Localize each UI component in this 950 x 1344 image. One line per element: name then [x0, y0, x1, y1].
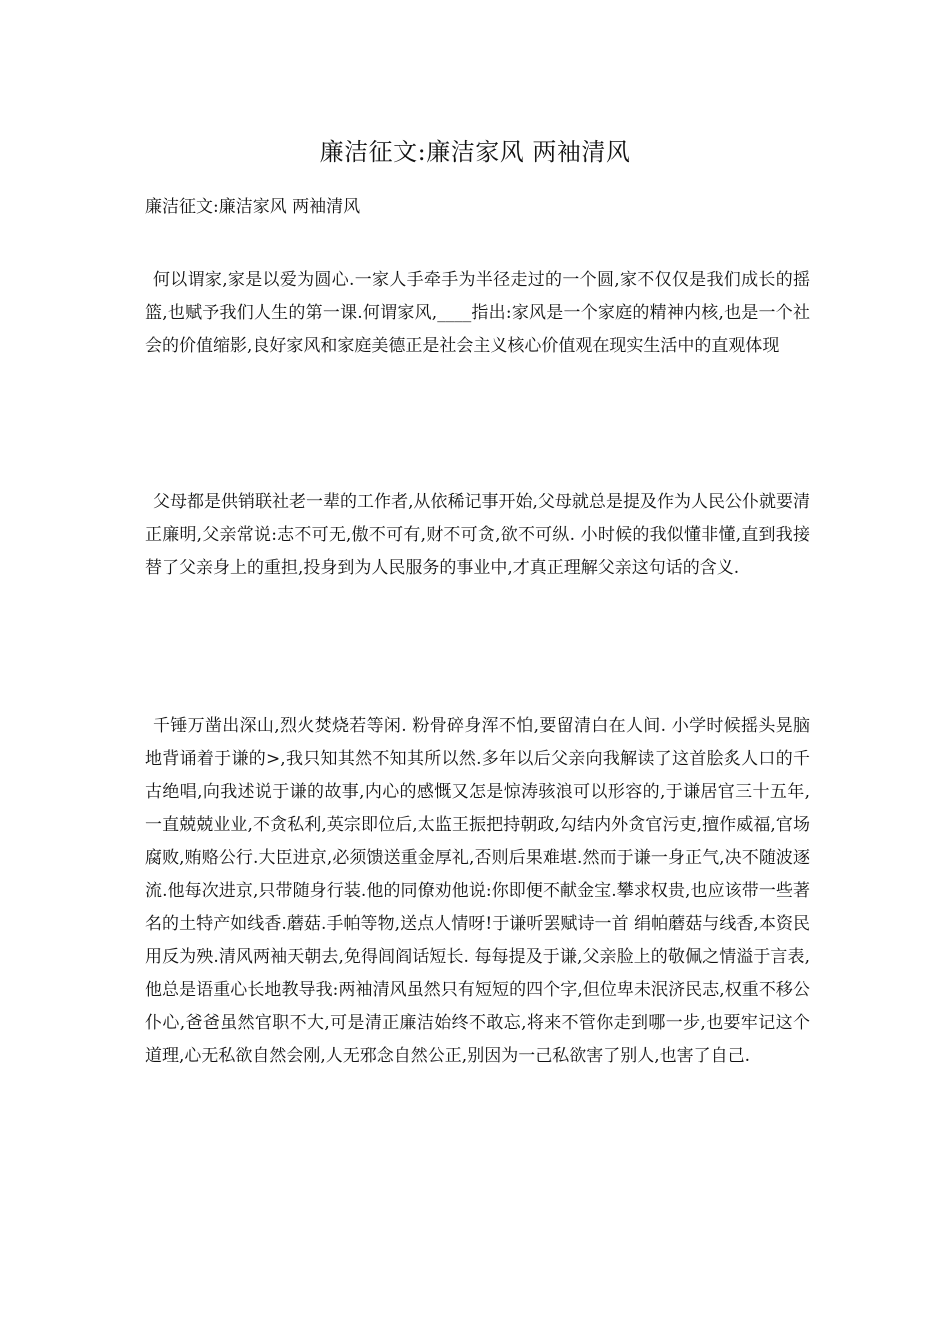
paragraph-yu-qian-story: 千锤万凿出深山,烈火焚烧若等闲. 粉骨碎身浑不怕,要留清白在人间. 小学时候摇头晃脑地背诵着于谦的>,我只知其然不知其所以然.多年以后父亲向我解读了这首脍炙人口的千古绝唱,向我述说于谦的故事,内心的感慨又怎是惊涛骇浪可以形容的,于谦居官三十五年,一直兢兢业业,不贪私利,英宗即位后,太监王振把持朝政,勾结内外贪官污吏,擅作威福,官场腐败,贿赂公行.大臣进京,必须馈送重金厚礼,否则后果难堪.然而于谦一身正气,决不随波逐流.他每次进京,只带随身行装.他的同僚劝他说:你即便不献金宝.攀求权贵,也应该带一些著名的土特产如线香.蘑菇.手帕等物,送点人情呀!于谦听罢赋诗一首 绢帕蘑菇与线香,本资民用反为殃.清风两袖天朝去,免得闾阎话短长. 每每提及于谦,父亲脸上的敬佩之情溢于言表,他总是语重心长地教导我:两袖清风虽然只有短短的四个字,但位卑未泯济民志,权重不移公仆心,爸爸虽然官职不大,可是清正廉洁始终不敢忘,将来不管你走到哪一步,也要牢记这个道理,心无私欲自然会刚,人无邪念自然公正,别因为一己私欲害了别人,也害了自己. — [145, 716, 810, 1066]
page-title: 廉洁征文:廉洁家风 两袖清风 — [319, 138, 631, 166]
paragraph-parents-teaching: 父母都是供销联社老一辈的工作者,从依稀记事开始,父母就总是提及作为人民公仆就要清正廉明,父亲常说:志不可无,傲不可有,财不可贪,欲不可纵. 小时候的我似懂非懂,直到我接替了父亲身上的重担,投身到为人民服务的事业中,才真正理解父亲这句话的含义. — [145, 492, 810, 578]
paragraph-family-definition: 何以谓家,家是以爱为圆心.一家人手牵手为半径走过的一个圆,家不仅仅是我们成长的摇篮,也赋予我们人生的第一课.何谓家风,____指出:家风是一个家庭的精神内核,也是一个社会的价值缩影,良好家风和家庭美德正是社会主义核心价值观在现实生活中的直观体现 — [145, 270, 810, 356]
document-subtitle: 廉洁征文:廉洁家风 两袖清风 — [145, 197, 361, 217]
